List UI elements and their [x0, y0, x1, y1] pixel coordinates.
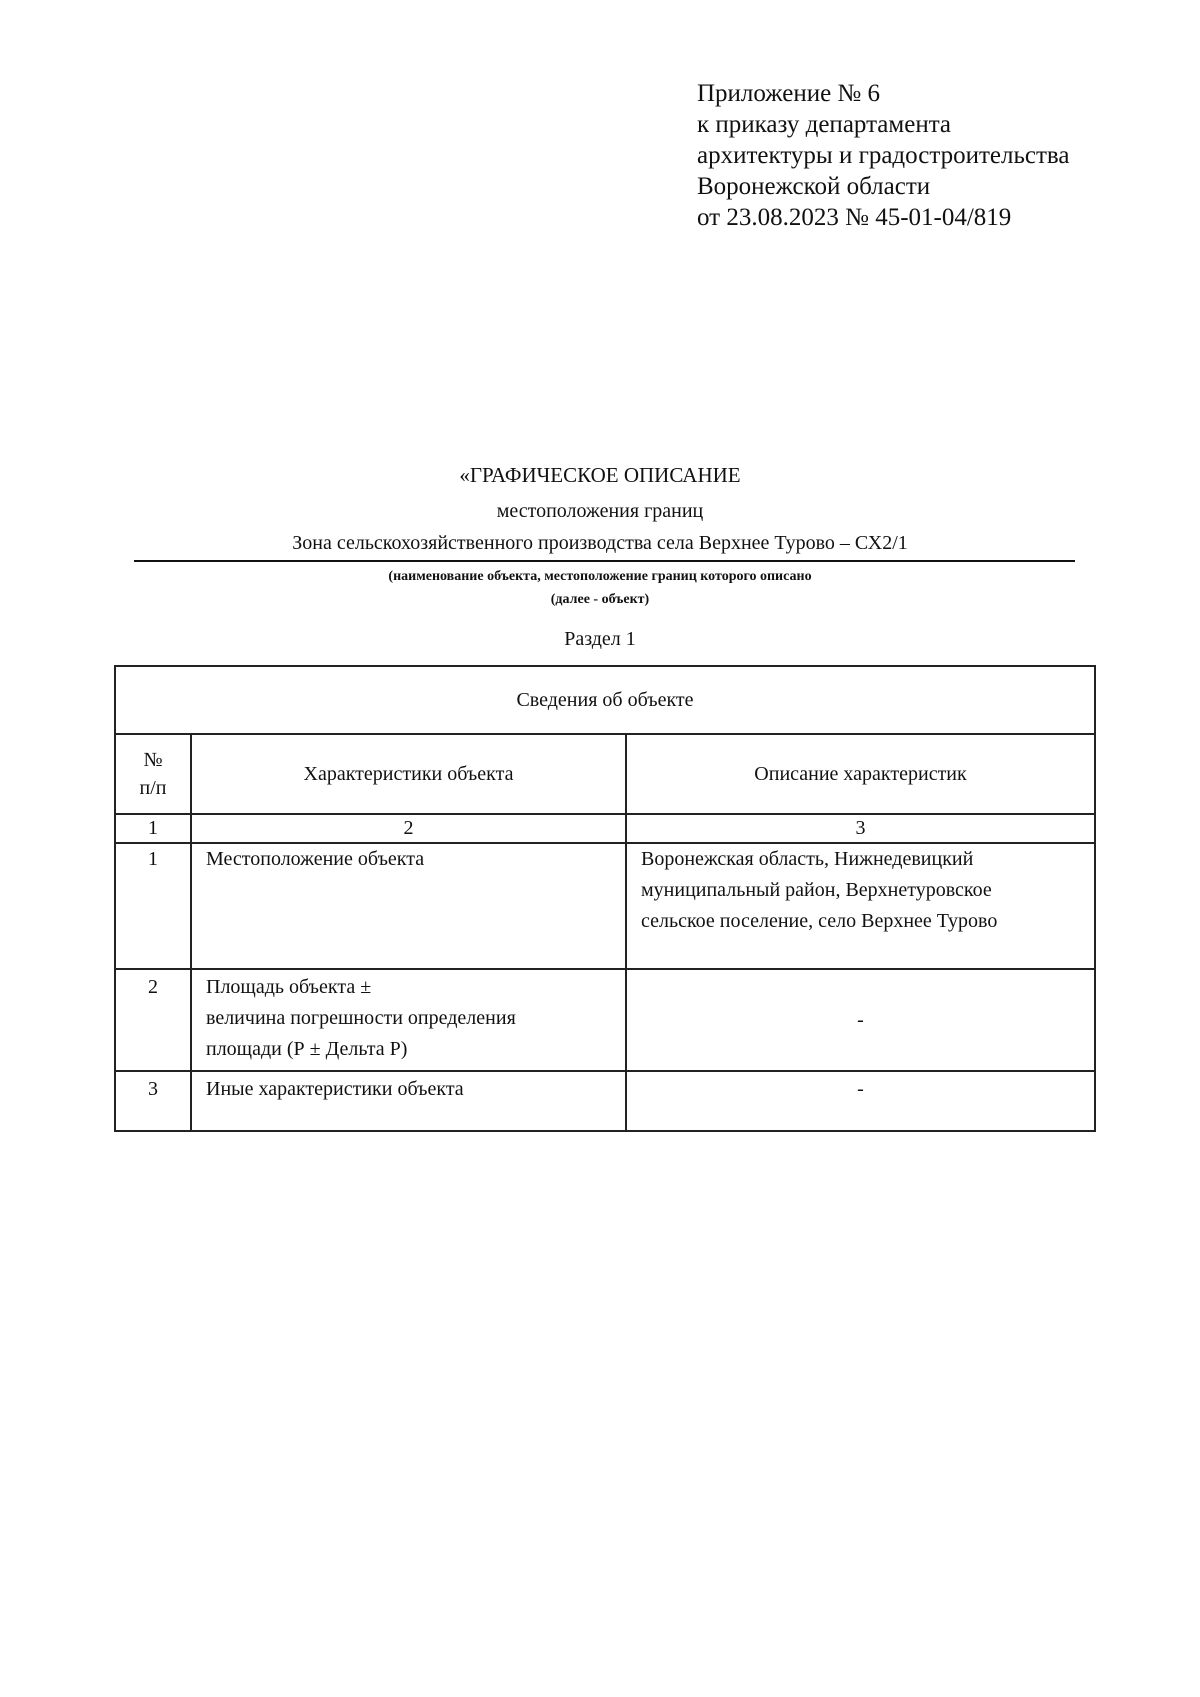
row-description-line: - — [857, 1078, 864, 1100]
row-characteristic-line: Иные характеристики объекта — [206, 1078, 464, 1100]
appendix-line: Воронежской области — [697, 173, 931, 200]
object-caption-line: (наименование объекта, местоположение границ которого описано — [388, 569, 812, 584]
object-caption — [120, 565, 1080, 611]
table-row — [115, 843, 1095, 969]
row-characteristic-line: площади (Р ± Дельта Р) — [206, 1038, 408, 1060]
header-description: Описание характеристик — [626, 734, 1095, 814]
table-caption: Сведения об объекте — [115, 666, 1095, 734]
document-subtitle: местоположения границ — [496, 500, 704, 522]
column-number: 2 — [191, 814, 626, 843]
header-characteristic: Характеристики объекта — [191, 734, 626, 814]
column-number-row — [115, 814, 1095, 843]
column-number: 3 — [626, 814, 1095, 843]
row-characteristic-line: Площадь объекта ± — [206, 976, 372, 998]
document-title: «ГРАФИЧЕСКОЕ ОПИСАНИЕ — [459, 463, 741, 487]
row-description-line: муниципальный район, Верхнетуровское — [641, 879, 992, 901]
appendix-block — [697, 78, 1069, 233]
header-num-cell — [115, 734, 191, 814]
appendix-line: к приказу департамента — [697, 111, 952, 138]
object-caption-line: (далее - объект) — [550, 592, 650, 607]
row-description-line: Воронежская область, Нижнедевицкий — [641, 848, 974, 870]
row-number: 2 — [115, 969, 191, 1071]
row-characteristic — [191, 1071, 626, 1131]
appendix-line: Приложение № 6 — [697, 80, 881, 107]
row-characteristic — [191, 969, 626, 1071]
object-name: Зона сельскохозяйственного производства села Верхнее Турово – СХ2/1 — [292, 532, 908, 554]
table-row — [115, 969, 1095, 1071]
row-description — [626, 1071, 1095, 1131]
header-num-line: № — [143, 749, 163, 771]
row-characteristic — [191, 843, 626, 969]
row-characteristic-line: величина погрешности определения — [206, 1007, 516, 1029]
row-number: 3 — [115, 1071, 191, 1131]
object-name-underline — [134, 560, 1075, 562]
row-characteristic-line: Местоположение объекта — [206, 848, 425, 870]
section-label: Раздел 1 — [564, 628, 636, 650]
row-description — [626, 843, 1095, 969]
table-header-row — [115, 734, 1095, 814]
object-info-table — [114, 665, 1096, 1132]
table-row — [115, 1071, 1095, 1131]
header-num-line: п/п — [139, 777, 167, 799]
row-number: 1 — [115, 843, 191, 969]
row-description — [626, 969, 1095, 1071]
appendix-line: от 23.08.2023 № 45-01-04/819 — [697, 204, 1012, 231]
column-number: 1 — [115, 814, 191, 843]
appendix-line: архитектуры и градостроительства — [697, 142, 1070, 169]
row-description-line: сельское поселение, село Верхнее Турово — [641, 910, 998, 932]
row-description-line: - — [857, 1008, 864, 1031]
table-caption-row — [115, 666, 1095, 734]
